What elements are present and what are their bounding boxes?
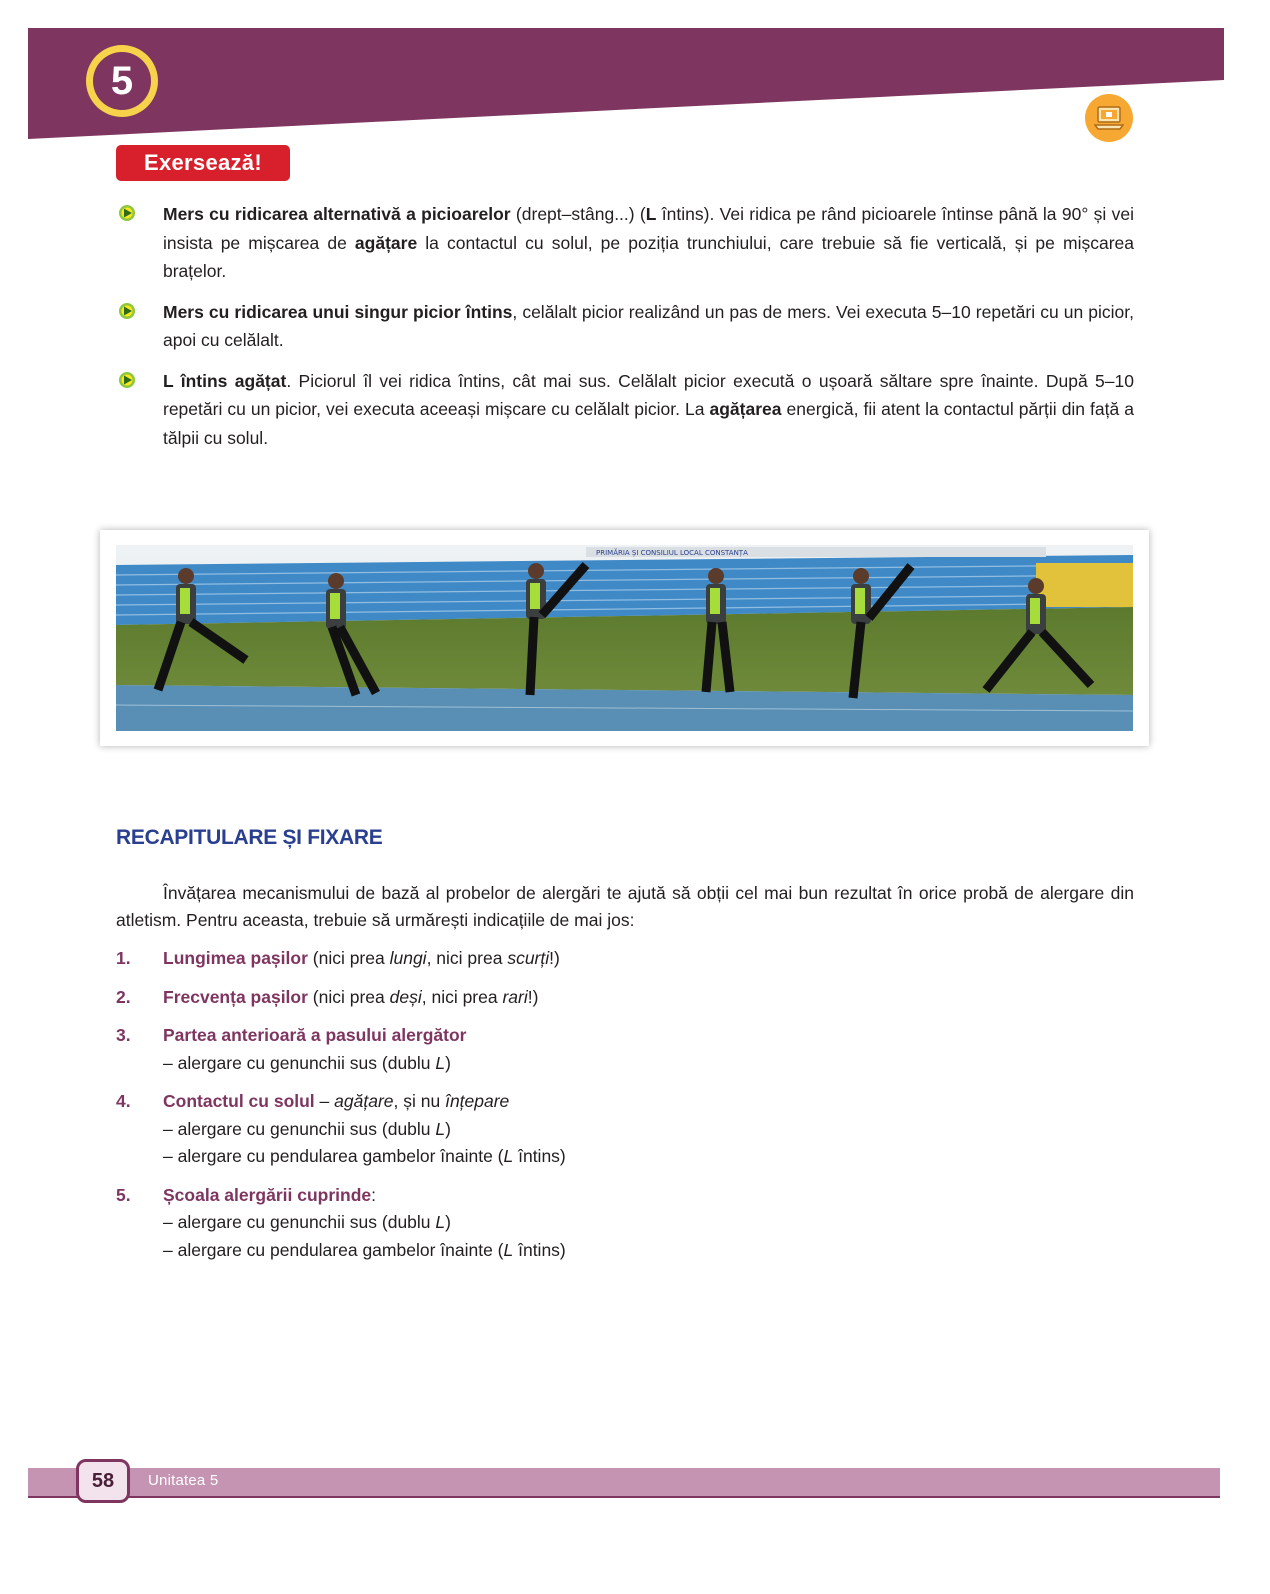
text-italic: L <box>435 1118 446 1139</box>
text-italic: înțepare <box>445 1091 510 1111</box>
computer-icon[interactable] <box>1085 94 1133 142</box>
text: ) <box>445 1118 451 1139</box>
text-bold: L <box>645 204 657 224</box>
header-band <box>28 28 1224 139</box>
list-item <box>116 367 1134 453</box>
page-number: 58 <box>76 1459 130 1503</box>
exercise-title: Mers cu ridicarea unui singur picior întins <box>163 301 513 322</box>
text: , și nu <box>393 1091 446 1111</box>
text: , nici prea <box>426 948 508 968</box>
play-bullet-icon <box>118 302 136 320</box>
text-italic: rari <box>502 986 528 1007</box>
list-item <box>116 298 1134 355</box>
text: (drept–stâng...) ( <box>510 204 646 224</box>
item-term: Frecvența pașilor <box>163 986 308 1007</box>
text: – alergare cu genunchii sus (dublu <box>163 1118 436 1139</box>
text-italic: scurți <box>507 948 550 968</box>
exercise-title: L întins agățat <box>163 370 287 391</box>
text-italic: L <box>435 1052 446 1073</box>
item-number: 2. <box>116 986 131 1007</box>
play-bullet-icon <box>118 204 136 222</box>
list-item <box>116 1088 1134 1171</box>
item-number: 4. <box>116 1091 131 1111</box>
footer-divider <box>28 1496 1220 1498</box>
intro-paragraph: Învățarea mecanismului de bază al probelor de alergări te ajută să obții cel mai bun rezultat în orice probă de alergare din atletism. Pentru aceasta, trebuie să urmărești indicațiile de mai jos: <box>116 883 1134 930</box>
text: întins) <box>513 1239 566 1260</box>
list-item <box>116 984 1134 1012</box>
text: !) <box>527 986 539 1007</box>
text-bold: agățarea <box>709 399 782 419</box>
item-number: 5. <box>116 1184 131 1205</box>
text: . Piciorul îl vei ridica întins, cât mai sus. Celălalt picior execută o ușoară săltare spre înainte. După 5–10 repetări cu un picior, vei executa aceeași mișcare cu celălalt picior. La <box>163 370 1134 419</box>
unit-number-badge <box>86 45 158 117</box>
unit-number: 5 <box>93 52 151 110</box>
list-item <box>116 1022 1134 1077</box>
sub-item <box>163 1050 1134 1078</box>
text-italic: L <box>435 1212 446 1232</box>
text: (nici prea <box>307 948 390 968</box>
text: – alergare cu genunchii sus (dublu <box>163 1212 436 1232</box>
text: , nici prea <box>421 986 503 1007</box>
text: !) <box>549 948 560 968</box>
text: ) <box>445 1052 451 1073</box>
text-italic: deși <box>389 986 422 1007</box>
sub-item <box>163 1209 1134 1237</box>
text: – alergare cu pendularea gambelor înainte ( <box>163 1146 504 1166</box>
stadium-banner-text: PRIMĂRIA ȘI CONSILIUL LOCAL CONSTANȚA <box>596 549 748 557</box>
text-italic: lungi <box>389 948 427 968</box>
text: (nici prea <box>307 986 390 1007</box>
numbered-list <box>116 945 1134 1275</box>
item-term: Lungimea pașilor <box>163 948 308 968</box>
text: – alergare cu genunchii sus (dublu <box>163 1052 436 1073</box>
sub-item <box>163 1116 1134 1144</box>
text: la contactul cu solul, pe poziția trunchiului, care trebuie să fie verticală, și pe mișcarea brațelor. <box>163 232 1134 281</box>
text: , celălalt picior realizând un pas de mers. Vei executa 5–10 repetări cu un picior, apoi cu celălalt. <box>163 301 1134 350</box>
text: – <box>314 1091 335 1111</box>
footer-unit-label: Unitatea 5 <box>148 1472 219 1489</box>
photo-frame <box>100 530 1149 746</box>
exercise-label: Exersează! <box>116 145 290 181</box>
text-bold: agățare <box>354 232 418 253</box>
text: : <box>371 1184 377 1205</box>
item-number: 1. <box>116 948 131 968</box>
play-bullet-icon <box>118 371 136 389</box>
exercise-title: Mers cu ridicarea alternativă a picioarelor <box>163 204 511 224</box>
text-italic: agățare <box>334 1091 394 1111</box>
item-term: Școala alergării cuprinde <box>163 1184 372 1205</box>
text-italic: L <box>503 1146 514 1166</box>
item-number: 3. <box>116 1025 131 1045</box>
sub-item <box>163 1237 1134 1265</box>
list-item <box>116 945 1134 973</box>
item-term: Contactul cu solul <box>163 1091 315 1111</box>
section-title: RECAPITULARE ȘI FIXARE <box>116 826 383 849</box>
list-item <box>116 1182 1134 1265</box>
item-term: Partea anterioară a pasului alergător <box>163 1025 467 1045</box>
text: – alergare cu pendularea gambelor înainte ( <box>163 1239 504 1260</box>
text: întins). Vei ridica pe rând picioarele întinse până la 90° și vei insista pe mișcarea de <box>163 204 1134 253</box>
text: întins) <box>513 1146 566 1166</box>
sub-item <box>163 1143 1134 1171</box>
exercise-list <box>116 200 1134 464</box>
list-item <box>116 200 1134 286</box>
text: energică, fii atent la contactul părții din față a tălpii cu solul. <box>163 399 1134 448</box>
athletics-sequence-photo <box>116 545 1133 731</box>
text-italic: L <box>503 1239 514 1260</box>
text: ) <box>445 1212 451 1232</box>
